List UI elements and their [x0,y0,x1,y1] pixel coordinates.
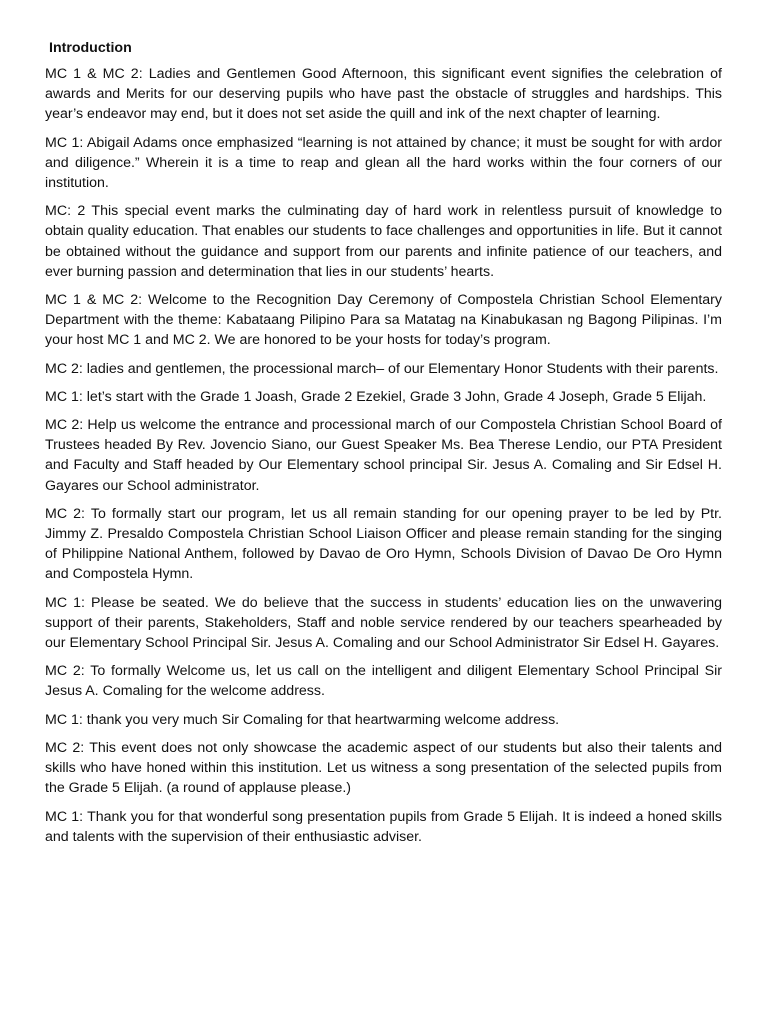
paragraph-opening-prayer: MC 2: To formally start our program, let us all remain standing for our opening prayer to be led by Ptr. Jimmy Z. Presaldo Compostela Christian School Liaison Officer and please remain standing for the singing of Philippine National Anthem, followed by Davao de Oro Hymn, Schools Division of Davao De Oro Hymn and Compostela Hymn. [45,505,722,583]
paragraph-culminating-day: MC: 2 This special event marks the culminating day of hard work in relentless pursuit of knowledge to obtain quality education. That enables our students to face challenges and opportunities in life. But it cannot be obtained without the guidance and support from our parents and infinite patience of our teachers, and ever burning passion and determination that lies in our students’ hearts. [45,203,722,280]
paragraph-welcome-address-call: MC 2: To formally Welcome us, let us call on the intelligent and diligent Elementary School Principal Sir Jesus A. Comaling for the welcome address. [45,663,722,700]
paragraph-welcome-theme: MC 1 & MC 2: Welcome to the Recognition Day Ceremony of Compostela Christian School Elementary Department with the theme: Kabataang Pilipino Para sa Matatag na Kinabukasan ng Bagong Pilipinas. I’m your host MC 1 and MC 2. We are honored to be your hosts for today’s program. [45,292,722,349]
paragraph-abigail-adams-quote: MC 1: Abigail Adams once emphasized “learning is not attained by chance; it must be sought for with ardor and diligence.” Wherein it is a time to reap and glean all the hard works within the four corners of our institution. [45,134,722,192]
paragraph-song-presentation: MC 2: This event does not only showcase the academic aspect of our students but also their talents and skills who have honed within this institution. Let us witness a song presentation of the selected pupils from the Grade 5 Elijah. (a round of applause please.) [45,739,722,797]
paragraph-opening-greeting: MC 1 & MC 2: Ladies and Gentlemen Good Afternoon, this significant event signifies the celebration of awards and Merits for our deserving pupils who have past the obstacle of struggles and hardships. This year’s endeavor may end, but it does not set aside the quill and ink of the next chapter of learning. [45,66,722,123]
paragraph-board-of-trustees: MC 2: Help us welcome the entrance and processional march of our Compostela Christian School Board of Trustees headed By Rev. Jovencio Siano, our Guest Speaker Ms. Bea Therese Lendio, our PTA President and Faculty and Staff headed by Our Elementary school principal Sir. Jesus A. Comaling and Sir Edsel H. Gayares our School administrator. [45,417,722,494]
section-heading: Introduction [49,40,132,56]
paragraph-please-be-seated: MC 1: Please be seated. We do believe that the success in students’ education lies on the unwavering support of their parents, Stakeholders, Staff and noble service rendered by our teachers spearheaded by our Elementary School Principal Sir. Jesus A. Comaling and our School Administrator Sir Edsel H. Gayares. [45,594,722,652]
paragraph-processional-march: MC 2: ladies and gentlemen, the processional march– of our Elementary Honor Students with their parents. [45,360,719,377]
paragraph-grade-sections: MC 1: let’s start with the Grade 1 Joash, Grade 2 Ezekiel, Grade 3 John, Grade 4 Joseph, Grade 5 Elijah. [45,388,707,405]
paragraph-thank-you-principal: MC 1: thank you very much Sir Comaling for that heartwarming welcome address. [45,711,560,728]
paragraph-thank-you-song: MC 1: Thank you for that wonderful song presentation pupils from Grade 5 Elijah. It is indeed a honed skills and talents with the supervision of their enthusiastic adviser. [45,808,722,845]
